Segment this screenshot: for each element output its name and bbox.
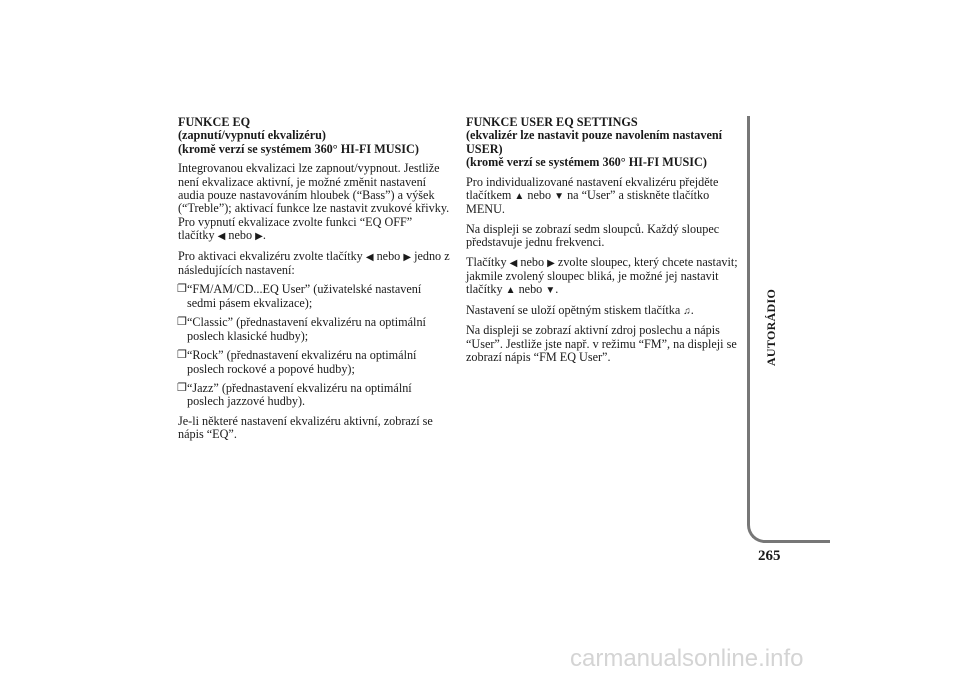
arrow-left-icon: ◀ (365, 251, 374, 263)
section-subtitle-version: (kromě verzí se systémem 360° HI-FI MUSIC) (178, 141, 419, 156)
list-item: ❐ “Jazz” (přednastavení ekvalizéru na optimální poslech jazzové hudby). (177, 380, 412, 409)
paragraph-adjust: Tlačítky ◀ nebo ▶ zvolte sloupec, který chcete nastavit; jakmile zvolený sloupec bliká, je možné jej nastavit tlačítky ▲ nebo ▼. (466, 254, 738, 297)
paragraph-intro: Integrovanou ekvalizaci lze zapnout/vypnout. Jestliže není ekvalizace aktivní, je možné změnit nastavení audia pouze nastavováním hloubek (“Bass”) a výšek (“Treble”); aktivací funkce lze nastavit zvukové křivky. Pro vypnutí ekvalizace zvolte funkci “EQ OFF” tlačítky ◀ nebo ▶. (178, 161, 450, 243)
paragraph-display-source: Na displeji se zobrazí aktivní zdroj poslechu a nápis “User”. Jestliže jste např. v režimu “FM”, na displeji se zobrazí nápis “FM EQ User”. (466, 323, 737, 365)
list-item: ❐ “Rock” (přednastavení ekvalizéru na optimální poslech rockové a popové hudby); (177, 348, 417, 376)
arrow-down-icon: ▼ (554, 191, 565, 203)
arrow-right-icon: ▶ (547, 257, 555, 269)
right-column (466, 116, 742, 371)
music-note-icon: ♫ (683, 305, 691, 317)
arrow-left-icon: ◀ (509, 257, 518, 269)
arrow-left-icon: ◀ (217, 231, 226, 243)
section-subtitle-on-off: (zapnutí/vypnutí ekvalizéru) (178, 128, 326, 143)
section-title-eq: FUNKCE EQ (178, 115, 251, 129)
left-headings (178, 116, 450, 156)
section-subtitle-version: (kromě verzí se systémem 360° HI-FI MUSIC) (466, 155, 707, 170)
list-item: ❐ “Classic” (přednastavení ekvalizéru na optimální poslech klasické hudby); (177, 315, 426, 343)
arrow-right-icon: ▶ (403, 251, 412, 263)
paragraph-eq-indicator: Je-li některé nastavení ekvalizéru aktivní, zobrazí se nápis “EQ”. (178, 413, 433, 442)
page-number: 265 (758, 548, 781, 564)
arrow-up-icon: ▲ (505, 285, 516, 297)
checkbox-bullet-icon: ❐ (177, 381, 187, 394)
checkbox-bullet-icon: ❐ (177, 349, 187, 362)
arrow-down-icon: ▼ (545, 285, 556, 297)
left-column (178, 116, 450, 448)
section-subtitle-user: (ekvalizér lze nastavit pouze navolením nastavení USER) (466, 128, 723, 156)
checkbox-bullet-icon: ❐ (177, 283, 187, 296)
paragraph-activate: Pro aktivaci ekvalizéru zvolte tlačítky ◀ nebo ▶ jedno z následujících nastavení: (178, 248, 450, 278)
right-headings (466, 116, 742, 170)
checkbox-bullet-icon: ❐ (177, 316, 187, 329)
paragraph-user-select: Pro individualizované nastavení ekvalizéru přejděte tlačítkem ▲ nebo ▼ na “User” a stiskněte tlačítko MENU. (466, 174, 719, 217)
arrow-right-icon: ▶ (255, 231, 263, 243)
paragraph-save: Nastavení se uloží opětným stiskem tlačítka ♫. (466, 302, 694, 317)
watermark: carmanualsonline.info (570, 645, 804, 672)
section-title-user-eq: FUNKCE USER EQ SETTINGS (466, 115, 638, 129)
chapter-side-title: AUTORÁDIO (764, 288, 779, 366)
paragraph-columns: Na displeji se zobrazí sedm sloupců. Každý sloupec představuje jednu frekvenci. (466, 221, 720, 250)
list-item: ❐ “FM/AM/CD...EQ User” (uživatelské nastavení sedmi pásem ekvalizace); (177, 282, 422, 310)
arrow-up-icon: ▲ (514, 191, 525, 203)
